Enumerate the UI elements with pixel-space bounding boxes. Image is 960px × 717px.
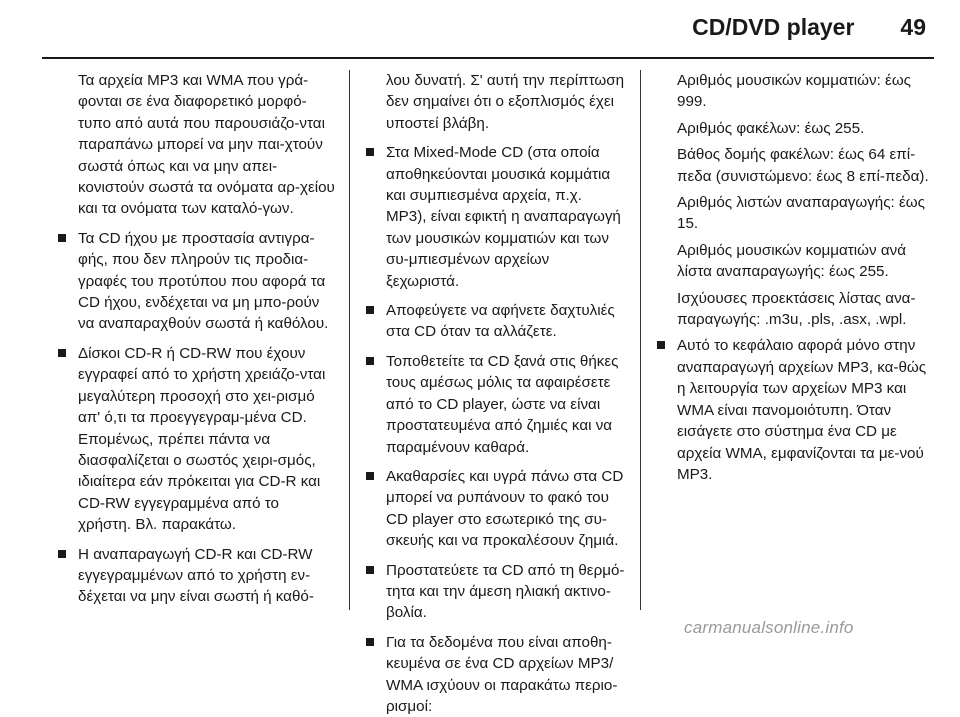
bullet-item [58, 544, 335, 608]
spec-line: Ισχύουσες προεκτάσεις λίστας ανα-παραγωγής: .m3u, .pls, .asx, .wpl. [677, 289, 916, 329]
intro-paragraph: Τα αρχεία MP3 και WMA που γρά-φονται σε ένα διαφορετικό μορφό-τυπο από αυτά που παρουσιάζο-νται παραπάνω μπορεί να μην παι-χτούν σωστά όπως και να μην απει-κονιστούν σωστά τα ονόματα αρ-χείου και τα ονόματα των καταλό-γων. [78, 72, 335, 218]
spec-line: Αριθμός μουσικών κομματιών: έως 999. [677, 72, 912, 111]
bullet-item [657, 335, 931, 485]
column-2 [349, 70, 640, 715]
bullet-item [58, 228, 335, 335]
square-bullet-icon [366, 357, 374, 365]
page-header [692, 14, 926, 41]
spec-line: Αριθμός μουσικών κομματιών ανά λίστα αναπαραγωγής: έως 255. [677, 241, 906, 281]
bullet-text: Προστατεύετε τα CD από τη θερμό-τητα και την άμεση ηλιακή ακτινο-βολία. [386, 561, 625, 622]
watermark: carmanualsonline.info [684, 618, 854, 637]
bullet-text: Για τα δεδομένα που είναι αποθη-κευμένα σε ένα CD αρχείων MP3/ WMA ισχύουν οι παρακάτω περιο-ρισμοί: [386, 633, 618, 715]
bullet-text: Ακαθαρσίες και υγρά πάνω στα CD μπορεί να ρυπάνουν το φακό του CD player στο εσωτερικό της συ-σκευής και να προκαλέσουν ζημιά. [386, 467, 624, 550]
bullet-item [366, 351, 626, 458]
bullet-item [366, 300, 626, 343]
square-bullet-icon [58, 234, 66, 242]
bullet-text: Δίσκοι CD-R ή CD-RW που έχουν εγγραφεί από το χρήστη χρειάζο-νται μεγαλύτερη προσοχή στο χει-ρισμό απ' ό,τι τα προεγγεγραμ-μένα CD. Επομένως, πρέπει πάντα να διασφαλίζεται ο σωστός χειρι-σμός, ιδιαίτερα εάν πρόκειται για CD-R και CD-RW εγγεγραμμένα από το χρήστη. Βλ. παρακάτω. [78, 344, 326, 534]
bullet-item [366, 632, 626, 717]
continuation-paragraph: λου δυνατή. Σ' αυτή την περίπτωση δεν σημαίνει ότι ο εξοπλισμός έχει υποστεί βλάβη. [386, 72, 625, 132]
column-1 [58, 70, 349, 610]
square-bullet-icon [366, 566, 374, 574]
bullet-item [366, 466, 626, 552]
bullet-text: Η αναπαραγωγή CD-R και CD-RW εγγεγραμμένων από το χρήστη εν-δέχεται να μην είναι σωστή ή καθό- [78, 545, 314, 606]
square-bullet-icon [58, 550, 66, 558]
square-bullet-icon [366, 472, 374, 480]
spec-line: Βάθος δομής φακέλων: έως 64 επί-πεδα (συνιστώμενο: έως 8 επί-πεδα). [677, 146, 929, 185]
bullet-text: Στα Mixed-Mode CD (στα οποία αποθηκεύονται μουσικά κομμάτια και συμπιεσμένα αρχεία, π.χ. MP3), είναι εφικτή η αναπαραγωγή των μουσικών κομματιών και των συ-μπιεσμένων αρχείων ξεχωριστά. [386, 144, 621, 290]
bullet-text: Αυτό το κεφάλαιο αφορά μόνο στην αναπαραγωγή αρχείων MP3, κα-θώς η λειτουργία των αρχείων MP3 και WMA είναι πανομοιότυπη. Όταν εισάγετε στο σύστημα ένα CD με αρχεία WMA, εμφανίζονται τα με-νού MP3. [677, 337, 927, 483]
square-bullet-icon [366, 306, 374, 314]
bullet-item [366, 142, 626, 292]
section-title: CD/DVD player [692, 14, 855, 40]
square-bullet-icon [657, 341, 665, 349]
header-rule [42, 57, 934, 59]
bullet-item [366, 560, 626, 624]
bullet-item [58, 343, 335, 536]
bullet-text: Τα CD ήχου με προστασία αντιγρα-φής, που δεν πληρούν τις προδια-γραφές του προτύπου που αφορά τα CD ήχου, ενδέχεται να μη μπο-ρούν να αναπαραχθούν σωστά ή καθόλου. [78, 229, 329, 333]
square-bullet-icon [366, 148, 374, 156]
bullet-text: Τοποθετείτε τα CD ξανά στις θήκες τους αμέσως μόλις τα αφαιρέσετε από το CD player, ώστε να είναι προστατευμένα από ζημιές και να παραμένουν καθαρά. [386, 352, 619, 456]
spec-line: Αριθμός φακέλων: έως 255. [677, 119, 865, 137]
page-number: 49 [900, 14, 926, 40]
spec-line: Αριθμός λιστών αναπαραγωγής: έως 15. [677, 194, 925, 233]
column-3 [640, 70, 931, 610]
square-bullet-icon [58, 349, 66, 357]
bullet-text: Αποφεύγετε να αφήνετε δαχτυλιές στα CD όταν τα αλλάζετε. [386, 302, 615, 341]
